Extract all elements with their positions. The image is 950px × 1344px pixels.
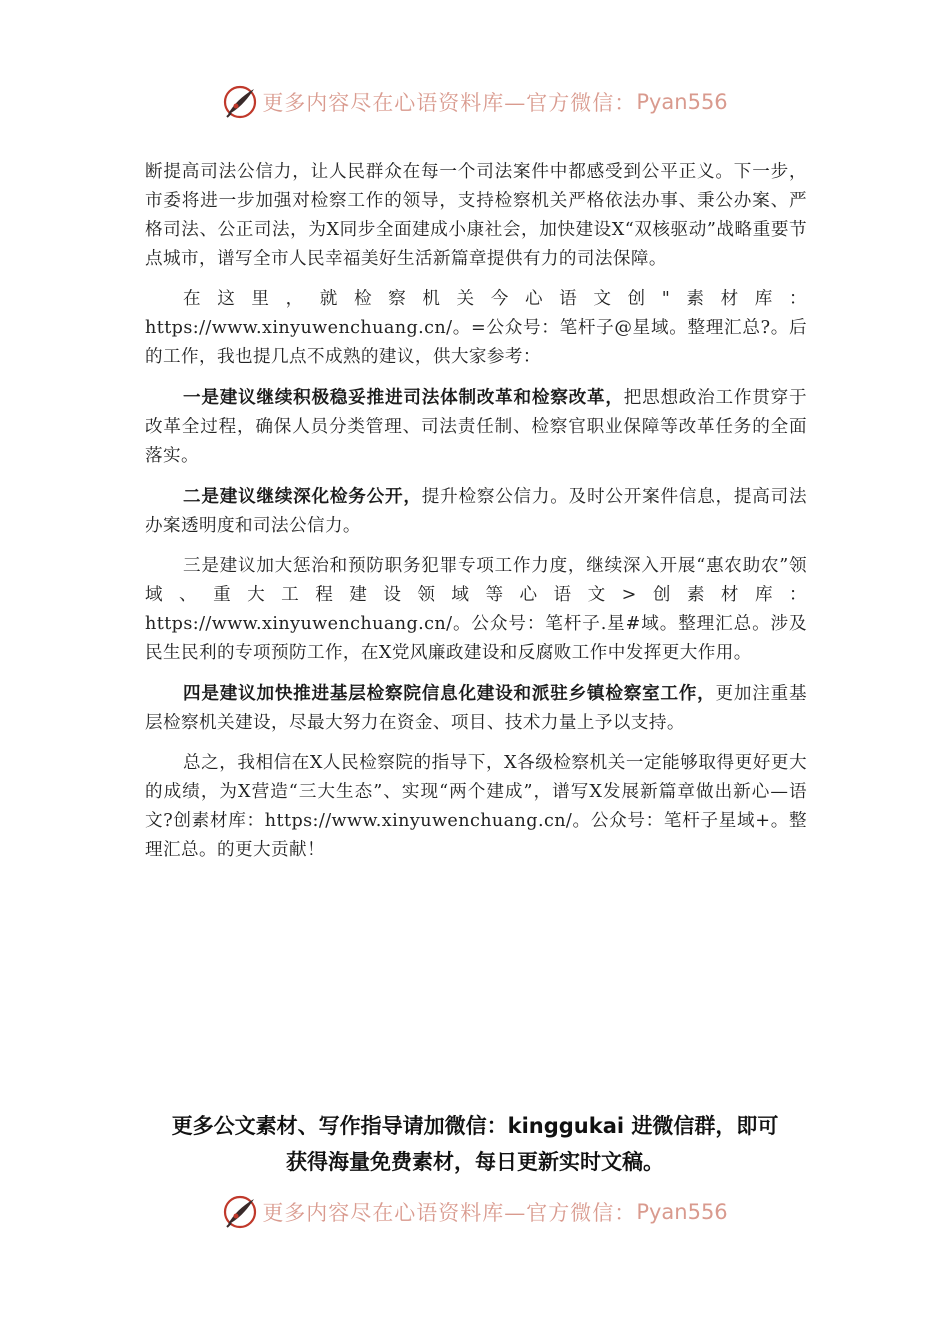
suggestion-4-text: 更加注重基层检察机关建设，尽最大努力在资金、项目、技术力量上予以支持。 xyxy=(145,684,807,733)
paragraph-conclusion: 总之，我相信在X人民检察院的指导下，X各级检察机关一定能够取得更好更大的成绩，为X营造“三大生态”、实现“两个建成”，谱写X发展新篇章做出新心—语文?创素材库：https://www.xinyuwenchuang.cn/。公众号：笔杆子星域+。整理汇总。的更大贡献！ xyxy=(145,753,807,860)
banner-wechat-id: Pyan556 xyxy=(636,90,728,114)
suggestion-1-text: 把思想政治工作贯穿于改革全过程，确保人员分类管理、司法责任制、检察官职业保障等改革任务的全面落实。 xyxy=(145,388,807,466)
banner-text: 更多内容尽在心语资料库—官方微信： xyxy=(262,91,637,115)
document-body xyxy=(145,158,807,876)
quill-logo-icon xyxy=(222,1194,258,1230)
paragraph-suggestion-3: 三是建议加大惩治和预防职务犯罪专项工作力度，继续深入开展“惠农助农”领域、重大工程建设领域等心语文>创素材库：https://www.xinyuwenchuang.cn/。公众号：笔杆子.星#域。整理汇总。涉及民生民利的专项预防工作，在X党风廉政建设和反腐败工作中发挥更大作用。 xyxy=(145,556,807,663)
quill-logo-icon xyxy=(222,84,258,120)
paragraph-intro-suggestions: 在这里，就检察机关今心语文创"素材库：https://www.xinyuwenchuang.cn/。=公众号：笔杆子@星域。整理汇总?。后的工作，我也提几点不成熟的建议，供大家参考： xyxy=(145,289,807,367)
suggestion-2-text: 提升检察公信力。及时公开案件信息，提高司法办案透明度和司法公信力。 xyxy=(145,487,808,536)
promo-notice xyxy=(120,1108,830,1180)
header-banner xyxy=(0,80,950,124)
promo-line-2: 获得海量免费素材，每日更新实时文稿。 xyxy=(286,1150,664,1174)
suggestion-2-heading: 二是建议继续深化检务公开， xyxy=(183,486,422,507)
paragraph-suggestion-1 xyxy=(145,383,807,471)
paragraph-suggestion-2 xyxy=(145,482,807,541)
suggestion-1-heading: 一是建议继续积极稳妥推进司法体制改革和检察改革， xyxy=(183,387,624,408)
footer-banner xyxy=(0,1190,950,1234)
suggestion-4-heading: 四是建议加快推进基层检察院信息化建设和派驻乡镇检察室工作， xyxy=(183,683,716,704)
banner-text: 更多内容尽在心语资料库—官方微信： xyxy=(262,1201,637,1225)
banner-wechat-id: Pyan556 xyxy=(636,1200,728,1224)
paragraph-suggestion-4 xyxy=(145,679,807,738)
paragraph-continuation: 断提高司法公信力，让人民群众在每一个司法案件中都感受到公平正义。下一步，市委将进一步加强对检察工作的领导，支持检察机关严格依法办事、秉公办案、严格司法、公正司法，为X同步全面建成小康社会，加快建设X“双核驱动”战略重要节点城市，谱写全市人民幸福美好生活新篇章提供有力的司法保障。 xyxy=(145,162,807,269)
promo-line-1: 更多公文素材、写作指导请加微信：kinggukai 进微信群，即可 xyxy=(171,1114,779,1138)
